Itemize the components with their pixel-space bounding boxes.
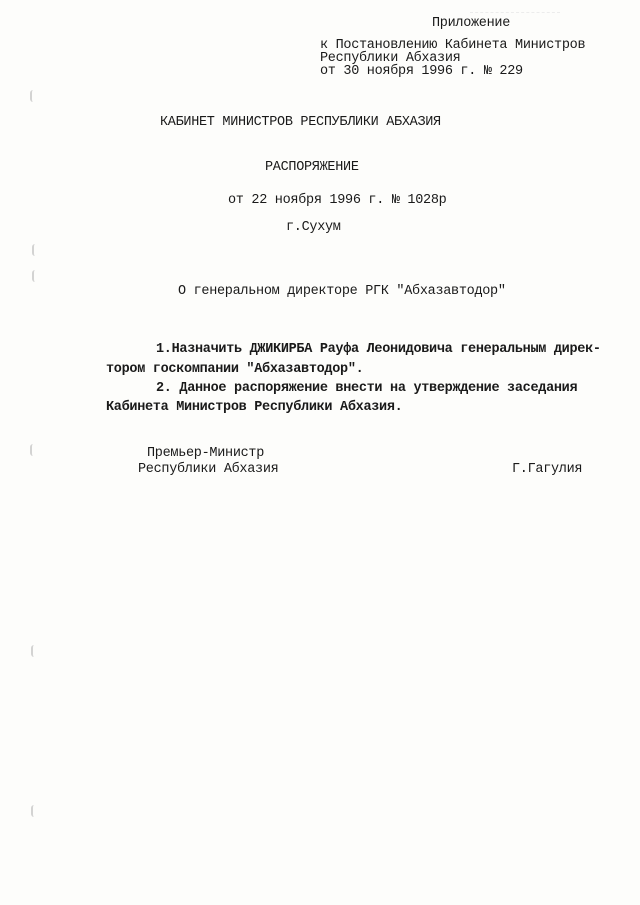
paragraph-2-line-2: Кабинета Министров Республики Абхазия. <box>106 400 403 415</box>
paragraph-2-line-1: 2. Данное распоряжение внести на утверждение заседания <box>156 381 578 396</box>
punch-hole-mark <box>32 244 42 256</box>
organization-heading: КАБИНЕТ МИНИСТРОВ РЕСПУБЛИКИ АБХАЗИЯ <box>160 115 441 130</box>
document-subject: О генеральном директоре РГК "Абхазавтодор" <box>178 284 506 299</box>
document-city: г.Сухум <box>286 220 341 235</box>
paragraph-1-line-1: 1.Назначить ДЖИКИРБА Рауфа Леонидовича генеральным дирек- <box>156 342 601 357</box>
paragraph-1-line-2: тором госкомпании "Абхазавтодор". <box>106 362 364 377</box>
punch-hole-mark <box>30 444 40 456</box>
signatory-title-line-2: Республики Абхазия <box>138 462 279 477</box>
appendix-reference-line: к Постановлению Кабинета Министров <box>320 38 586 53</box>
document-type-heading: РАСПОРЯЖЕНИЕ <box>265 160 359 175</box>
signatory-name: Г.Гагулия <box>512 462 583 477</box>
punch-hole-mark <box>30 90 40 102</box>
appendix-reference-date: от 30 ноября 1996 г. № 229 <box>320 64 523 79</box>
signatory-title-line-1: Премьер-Министр <box>147 446 265 461</box>
appendix-title: Приложение <box>432 16 511 31</box>
punch-hole-mark <box>32 270 42 282</box>
document-date-number: от 22 ноября 1996 г. № 1028р <box>228 193 447 208</box>
appendix-reference-line: Республики Абхазия <box>320 51 461 66</box>
punch-hole-mark <box>31 805 41 817</box>
punch-hole-mark <box>31 645 41 657</box>
